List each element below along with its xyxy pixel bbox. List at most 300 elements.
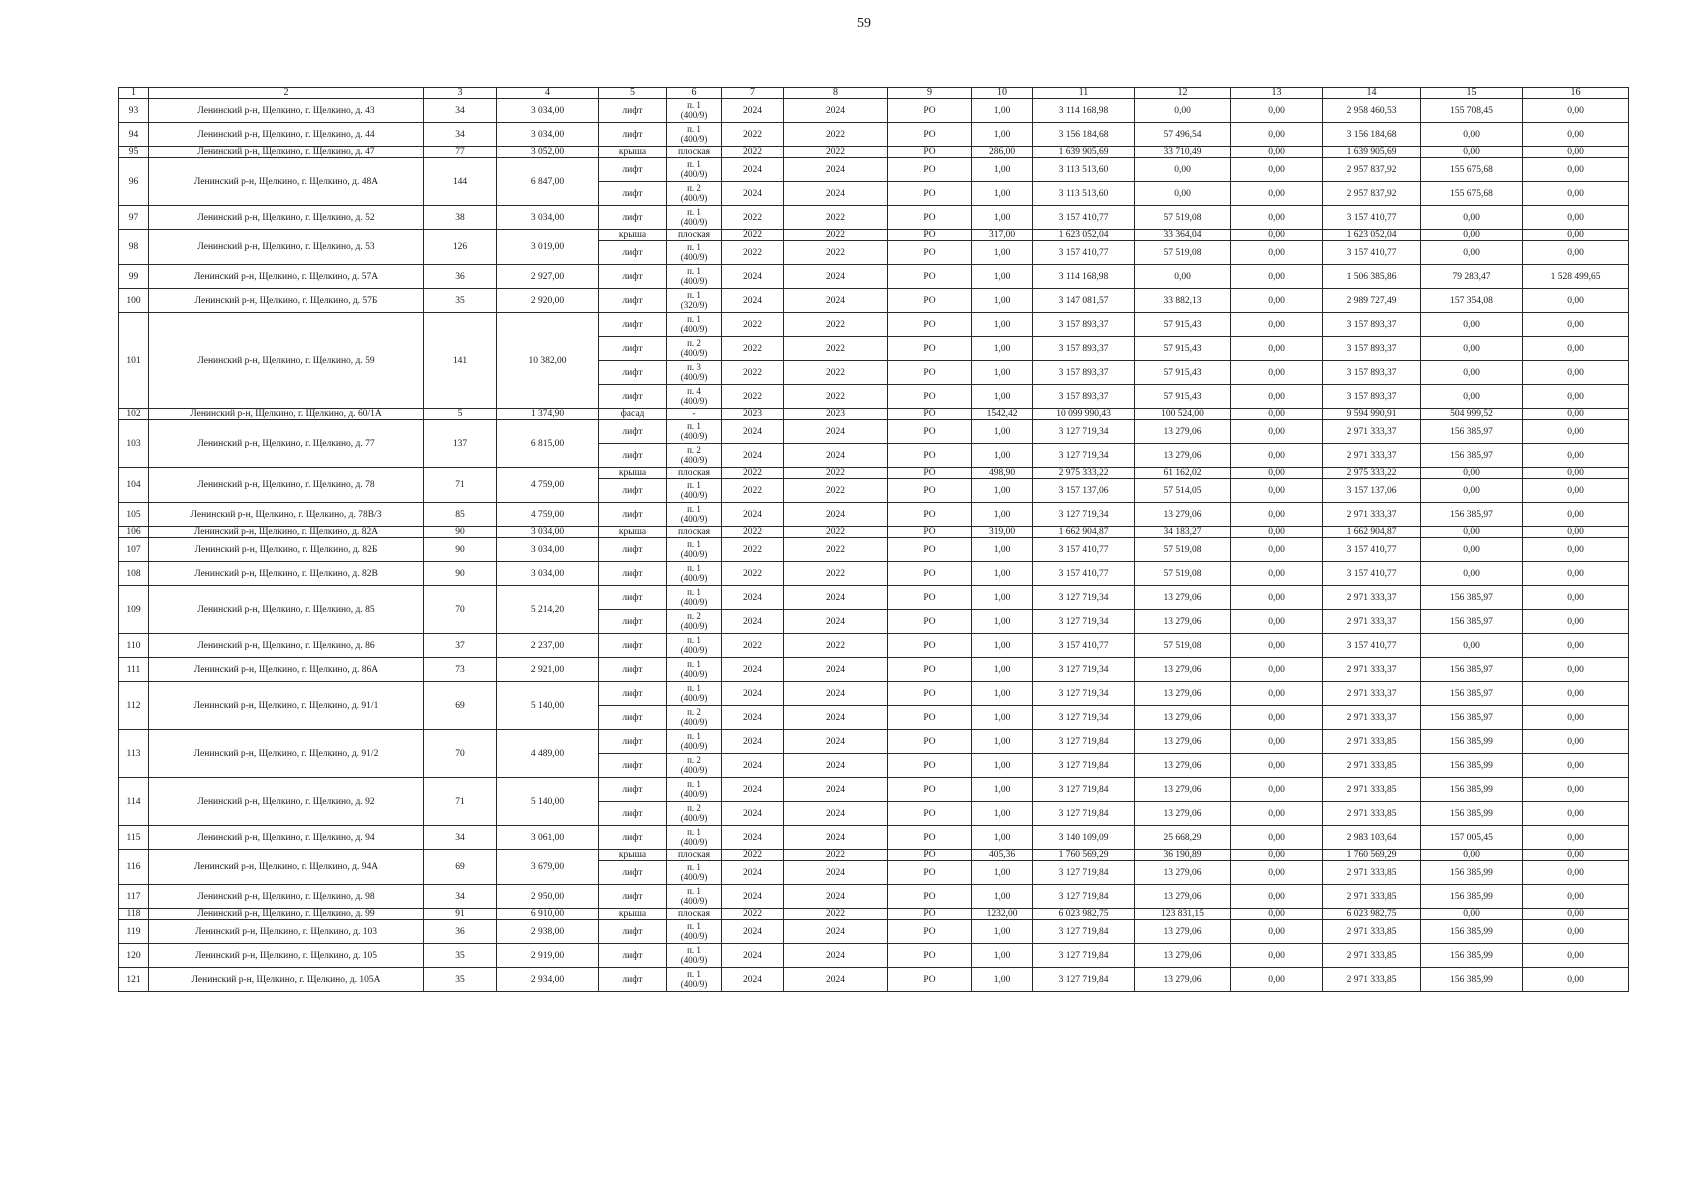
- work-spec: плоская: [677, 468, 711, 478]
- column-number: 2: [149, 88, 424, 99]
- amount-cell-12: 13 279,06: [1135, 706, 1231, 730]
- amount-cell-14: 1 506 385,86: [1323, 265, 1421, 289]
- work-type-cell: лифт: [599, 586, 667, 610]
- amount-cell-16: 0,00: [1523, 289, 1629, 313]
- amount-cell-14: 1 639 905,69: [1323, 147, 1421, 158]
- table-row: [119, 289, 1629, 313]
- work-type-cell: лифт: [599, 778, 667, 802]
- amount-cell-15: 156 385,99: [1421, 968, 1523, 992]
- work-entrance: п. 1: [687, 921, 701, 931]
- work-type-cell: лифт: [599, 337, 667, 361]
- amount-cell-14: 2 971 333,37: [1323, 610, 1421, 634]
- apartments-cell: 36: [424, 920, 497, 944]
- amount-cell-16: 0,00: [1523, 538, 1629, 562]
- row-number: 115: [119, 826, 149, 850]
- work-spec: (400/9): [680, 133, 708, 144]
- amount-cell-15: 156 385,97: [1421, 503, 1523, 527]
- amount-cell-14: 2 989 727,49: [1323, 289, 1421, 313]
- work-type-cell: лифт: [599, 885, 667, 909]
- amount-cell-15: 156 385,97: [1421, 444, 1523, 468]
- amount-cell-15: 0,00: [1421, 230, 1523, 241]
- source-cell: РО: [888, 968, 972, 992]
- quantity-cell: 1,00: [972, 265, 1033, 289]
- amount-cell-13: 0,00: [1231, 610, 1323, 634]
- amount-cell-15: 0,00: [1421, 313, 1523, 337]
- amount-cell-13: 0,00: [1231, 361, 1323, 385]
- work-entrance: п. 1: [687, 480, 701, 490]
- apartments-cell: 137: [424, 420, 497, 468]
- amount-cell-12: 13 279,06: [1135, 586, 1231, 610]
- amount-cell-11: 2 975 333,22: [1033, 468, 1135, 479]
- work-type-cell: лифт: [599, 682, 667, 706]
- address-cell: Ленинский р-н, Щелкино, г. Щелкино, д. 82Б: [149, 538, 424, 562]
- address-cell: Ленинский р-н, Щелкино, г. Щелкино, д. 59: [149, 313, 424, 409]
- plan-year-cell: 2024: [722, 444, 784, 468]
- plan-year-cell: 2024: [722, 730, 784, 754]
- amount-cell-11: 1 662 904,87: [1033, 527, 1135, 538]
- work-entrance: п. 1: [687, 539, 701, 549]
- work-spec-cell: [667, 289, 722, 313]
- amount-cell-13: 0,00: [1231, 527, 1323, 538]
- amount-cell-16: 0,00: [1523, 385, 1629, 409]
- amount-cell-11: 3 127 719,84: [1033, 754, 1135, 778]
- area-cell: 4 759,00: [497, 468, 599, 503]
- row-number: 103: [119, 420, 149, 468]
- work-type-cell: лифт: [599, 826, 667, 850]
- quantity-cell: 1,00: [972, 99, 1033, 123]
- amount-cell-13: 0,00: [1231, 313, 1323, 337]
- work-spec: (400/9): [680, 430, 708, 441]
- amount-cell-15: 156 385,99: [1421, 944, 1523, 968]
- work-spec-cell: [667, 885, 722, 909]
- amount-cell-15: 156 385,97: [1421, 706, 1523, 730]
- area-cell: 6 910,00: [497, 909, 599, 920]
- amount-cell-12: 34 183,27: [1135, 527, 1231, 538]
- work-entrance: п. 1: [687, 587, 701, 597]
- apartments-cell: 38: [424, 206, 497, 230]
- amount-cell-14: 2 983 103,64: [1323, 826, 1421, 850]
- address-cell: Ленинский р-н, Щелкино, г. Щелкино, д. 105А: [149, 968, 424, 992]
- quantity-cell: 1542,42: [972, 409, 1033, 420]
- work-type-cell: лифт: [599, 503, 667, 527]
- work-type-cell: фасад: [599, 409, 667, 420]
- amount-cell-12: 57 519,08: [1135, 538, 1231, 562]
- plan-year-cell: 2022: [722, 230, 784, 241]
- completion-year-cell: 2024: [784, 182, 888, 206]
- source-cell: РО: [888, 182, 972, 206]
- amount-cell-13: 0,00: [1231, 444, 1323, 468]
- source-cell: РО: [888, 850, 972, 861]
- completion-year-cell: 2022: [784, 909, 888, 920]
- quantity-cell: 1,00: [972, 586, 1033, 610]
- completion-year-cell: 2022: [784, 313, 888, 337]
- quantity-cell: 1,00: [972, 920, 1033, 944]
- amount-cell-11: 1 639 905,69: [1033, 147, 1135, 158]
- quantity-cell: 1,00: [972, 289, 1033, 313]
- amount-cell-12: 57 519,08: [1135, 206, 1231, 230]
- work-spec: (400/9): [680, 954, 708, 965]
- amount-cell-12: 13 279,06: [1135, 658, 1231, 682]
- work-type-cell: лифт: [599, 634, 667, 658]
- address-cell: Ленинский р-н, Щелкино, г. Щелкино, д. 94: [149, 826, 424, 850]
- source-cell: РО: [888, 265, 972, 289]
- work-type-cell: лифт: [599, 289, 667, 313]
- table-row: [119, 634, 1629, 658]
- amount-cell-13: 0,00: [1231, 289, 1323, 313]
- amount-cell-11: 3 127 719,84: [1033, 802, 1135, 826]
- plan-year-cell: 2024: [722, 610, 784, 634]
- amount-cell-12: 57 514,05: [1135, 479, 1231, 503]
- work-spec: (400/9): [680, 812, 708, 823]
- work-entrance: п. 1: [687, 683, 701, 693]
- completion-year-cell: 2024: [784, 826, 888, 850]
- work-spec: (400/9): [680, 978, 708, 989]
- amount-cell-13: 0,00: [1231, 682, 1323, 706]
- amount-cell-15: 0,00: [1421, 562, 1523, 586]
- work-entrance: п. 2: [687, 611, 701, 621]
- work-type-cell: лифт: [599, 420, 667, 444]
- capital-repair-table: [118, 87, 1629, 992]
- work-spec: (400/9): [680, 572, 708, 583]
- plan-year-cell: 2024: [722, 682, 784, 706]
- amount-cell-13: 0,00: [1231, 826, 1323, 850]
- apartments-cell: 70: [424, 730, 497, 778]
- source-cell: РО: [888, 920, 972, 944]
- amount-cell-16: 0,00: [1523, 861, 1629, 885]
- amount-cell-15: 155 675,68: [1421, 158, 1523, 182]
- amount-cell-14: 2 957 837,92: [1323, 158, 1421, 182]
- work-spec-cell: [667, 409, 722, 420]
- amount-cell-11: 3 127 719,34: [1033, 706, 1135, 730]
- amount-cell-13: 0,00: [1231, 706, 1323, 730]
- source-cell: РО: [888, 885, 972, 909]
- amount-cell-13: 0,00: [1231, 861, 1323, 885]
- work-spec-cell: [667, 503, 722, 527]
- work-entrance: п. 1: [687, 504, 701, 514]
- completion-year-cell: 2022: [784, 850, 888, 861]
- amount-cell-12: 57 915,43: [1135, 361, 1231, 385]
- quantity-cell: 1,00: [972, 802, 1033, 826]
- completion-year-cell: 2022: [784, 337, 888, 361]
- amount-cell-11: 3 157 410,77: [1033, 241, 1135, 265]
- apartments-cell: 35: [424, 968, 497, 992]
- amount-cell-16: 0,00: [1523, 468, 1629, 479]
- quantity-cell: 286,00: [972, 147, 1033, 158]
- work-spec: (400/9): [680, 454, 708, 465]
- amount-cell-12: 100 524,00: [1135, 409, 1231, 420]
- work-spec-cell: [667, 730, 722, 754]
- address-cell: Ленинский р-н, Щелкино, г. Щелкино, д. 105: [149, 944, 424, 968]
- quantity-cell: 1,00: [972, 420, 1033, 444]
- apartments-cell: 141: [424, 313, 497, 409]
- amount-cell-16: 0,00: [1523, 503, 1629, 527]
- amount-cell-15: 157 005,45: [1421, 826, 1523, 850]
- work-spec: (400/9): [680, 489, 708, 500]
- amount-cell-11: 3 113 513,60: [1033, 158, 1135, 182]
- amount-cell-12: 57 915,43: [1135, 313, 1231, 337]
- source-cell: РО: [888, 802, 972, 826]
- amount-cell-14: 2 971 333,85: [1323, 885, 1421, 909]
- completion-year-cell: 2024: [784, 610, 888, 634]
- area-cell: 3 052,00: [497, 147, 599, 158]
- amount-cell-16: 0,00: [1523, 802, 1629, 826]
- quantity-cell: 1,00: [972, 944, 1033, 968]
- completion-year-cell: 2024: [784, 586, 888, 610]
- area-cell: 1 374,90: [497, 409, 599, 420]
- work-spec: (400/9): [680, 620, 708, 631]
- address-cell: Ленинский р-н, Щелкино, г. Щелкино, д. 91/1: [149, 682, 424, 730]
- completion-year-cell: 2022: [784, 123, 888, 147]
- column-number: 12: [1135, 88, 1231, 99]
- plan-year-cell: 2024: [722, 289, 784, 313]
- work-spec: (400/9): [680, 347, 708, 358]
- work-spec-cell: [667, 241, 722, 265]
- amount-cell-16: 1 528 499,65: [1523, 265, 1629, 289]
- amount-cell-12: 0,00: [1135, 158, 1231, 182]
- completion-year-cell: 2022: [784, 527, 888, 538]
- work-type-cell: лифт: [599, 123, 667, 147]
- work-spec: (400/9): [680, 930, 708, 941]
- area-cell: 3 679,00: [497, 850, 599, 885]
- amount-cell-12: 57 519,08: [1135, 562, 1231, 586]
- quantity-cell: 1,00: [972, 968, 1033, 992]
- work-entrance: п. 1: [687, 969, 701, 979]
- amount-cell-15: 0,00: [1421, 468, 1523, 479]
- amount-cell-12: 33 364,04: [1135, 230, 1231, 241]
- plan-year-cell: 2022: [722, 385, 784, 409]
- quantity-cell: 1,00: [972, 444, 1033, 468]
- quantity-cell: 1,00: [972, 361, 1033, 385]
- amount-cell-12: 57 915,43: [1135, 385, 1231, 409]
- amount-cell-15: 155 675,68: [1421, 182, 1523, 206]
- table-row: [119, 826, 1629, 850]
- work-spec: (400/9): [680, 836, 708, 847]
- apartments-cell: 34: [424, 99, 497, 123]
- work-spec-cell: [667, 182, 722, 206]
- source-cell: РО: [888, 479, 972, 503]
- amount-cell-11: 3 157 410,77: [1033, 538, 1135, 562]
- completion-year-cell: 2022: [784, 385, 888, 409]
- row-number: 117: [119, 885, 149, 909]
- column-number: 4: [497, 88, 599, 99]
- work-spec: (320/9): [680, 299, 708, 310]
- table-row: [119, 538, 1629, 562]
- address-cell: Ленинский р-н, Щелкино, г. Щелкино, д. 78В/3: [149, 503, 424, 527]
- amount-cell-11: 6 023 982,75: [1033, 909, 1135, 920]
- column-number-row: [119, 88, 1629, 99]
- work-type-cell: крыша: [599, 909, 667, 920]
- apartments-cell: 126: [424, 230, 497, 265]
- source-cell: РО: [888, 861, 972, 885]
- amount-cell-15: 0,00: [1421, 337, 1523, 361]
- amount-cell-14: 2 971 333,85: [1323, 730, 1421, 754]
- amount-cell-12: 33 882,13: [1135, 289, 1231, 313]
- row-number: 110: [119, 634, 149, 658]
- work-spec-cell: [667, 850, 722, 861]
- amount-cell-16: 0,00: [1523, 420, 1629, 444]
- completion-year-cell: 2022: [784, 241, 888, 265]
- amount-cell-13: 0,00: [1231, 778, 1323, 802]
- amount-cell-13: 0,00: [1231, 241, 1323, 265]
- amount-cell-14: 3 157 410,77: [1323, 206, 1421, 230]
- work-spec: (400/9): [680, 395, 708, 406]
- area-cell: 6 815,00: [497, 420, 599, 468]
- amount-cell-15: 0,00: [1421, 909, 1523, 920]
- completion-year-cell: 2022: [784, 479, 888, 503]
- quantity-cell: 498,90: [972, 468, 1033, 479]
- amount-cell-14: 3 157 893,37: [1323, 385, 1421, 409]
- area-cell: 3 034,00: [497, 206, 599, 230]
- work-type-cell: лифт: [599, 182, 667, 206]
- quantity-cell: 1,00: [972, 313, 1033, 337]
- work-entrance: п. 1: [687, 421, 701, 431]
- amount-cell-12: 57 519,08: [1135, 241, 1231, 265]
- work-spec: плоская: [677, 850, 711, 860]
- amount-cell-14: 2 971 333,37: [1323, 682, 1421, 706]
- quantity-cell: 1,00: [972, 337, 1033, 361]
- amount-cell-16: 0,00: [1523, 634, 1629, 658]
- amount-cell-11: 3 114 168,98: [1033, 99, 1135, 123]
- amount-cell-12: 13 279,06: [1135, 682, 1231, 706]
- apartments-cell: 70: [424, 586, 497, 634]
- plan-year-cell: 2022: [722, 206, 784, 230]
- row-number: 109: [119, 586, 149, 634]
- amount-cell-14: 3 157 410,77: [1323, 538, 1421, 562]
- work-entrance: п. 1: [687, 731, 701, 741]
- work-spec-cell: [667, 586, 722, 610]
- amount-cell-11: 3 127 719,84: [1033, 885, 1135, 909]
- table-row: [119, 586, 1629, 610]
- work-entrance: п. 1: [687, 100, 701, 110]
- table-body: [119, 99, 1629, 992]
- plan-year-cell: 2022: [722, 313, 784, 337]
- amount-cell-11: 3 127 719,84: [1033, 968, 1135, 992]
- plan-year-cell: 2024: [722, 754, 784, 778]
- row-number: 108: [119, 562, 149, 586]
- row-number: 113: [119, 730, 149, 778]
- apartments-cell: 35: [424, 289, 497, 313]
- table-row: [119, 920, 1629, 944]
- row-number: 105: [119, 503, 149, 527]
- table-row: [119, 968, 1629, 992]
- amount-cell-16: 0,00: [1523, 850, 1629, 861]
- work-spec: (400/9): [680, 548, 708, 559]
- amount-cell-11: 1 760 569,29: [1033, 850, 1135, 861]
- amount-cell-11: 3 127 719,34: [1033, 610, 1135, 634]
- work-type-cell: лифт: [599, 206, 667, 230]
- work-entrance: п. 3: [687, 362, 701, 372]
- completion-year-cell: 2024: [784, 420, 888, 444]
- amount-cell-13: 0,00: [1231, 479, 1323, 503]
- amount-cell-14: 2 971 333,85: [1323, 968, 1421, 992]
- work-entrance: п. 1: [687, 314, 701, 324]
- apartments-cell: 85: [424, 503, 497, 527]
- work-entrance: п. 2: [687, 445, 701, 455]
- work-spec: (400/9): [680, 644, 708, 655]
- amount-cell-11: 3 127 719,34: [1033, 420, 1135, 444]
- work-spec-cell: [667, 265, 722, 289]
- row-number: 93: [119, 99, 149, 123]
- page-number: 59: [857, 16, 871, 31]
- work-spec-cell: [667, 420, 722, 444]
- amount-cell-14: 1 662 904,87: [1323, 527, 1421, 538]
- row-number: 116: [119, 850, 149, 885]
- address-cell: Ленинский р-н, Щелкино, г. Щелкино, д. 77: [149, 420, 424, 468]
- amount-cell-11: 3 113 513,60: [1033, 182, 1135, 206]
- source-cell: РО: [888, 420, 972, 444]
- amount-cell-16: 0,00: [1523, 885, 1629, 909]
- apartments-cell: 36: [424, 265, 497, 289]
- amount-cell-12: 13 279,06: [1135, 444, 1231, 468]
- row-number: 94: [119, 123, 149, 147]
- work-spec-cell: [667, 968, 722, 992]
- source-cell: РО: [888, 444, 972, 468]
- amount-cell-16: 0,00: [1523, 206, 1629, 230]
- completion-year-cell: 2024: [784, 682, 888, 706]
- amount-cell-13: 0,00: [1231, 147, 1323, 158]
- amount-cell-15: 0,00: [1421, 241, 1523, 265]
- source-cell: РО: [888, 754, 972, 778]
- work-type-cell: лифт: [599, 754, 667, 778]
- amount-cell-11: 3 127 719,34: [1033, 682, 1135, 706]
- source-cell: РО: [888, 409, 972, 420]
- work-spec-cell: [667, 634, 722, 658]
- work-spec: -: [692, 409, 696, 419]
- plan-year-cell: 2022: [722, 527, 784, 538]
- source-cell: РО: [888, 909, 972, 920]
- plan-year-cell: 2022: [722, 634, 784, 658]
- quantity-cell: 1,00: [972, 730, 1033, 754]
- row-number: 120: [119, 944, 149, 968]
- work-type-cell: лифт: [599, 99, 667, 123]
- table-row: [119, 562, 1629, 586]
- source-cell: РО: [888, 289, 972, 313]
- address-cell: Ленинский р-н, Щелкино, г. Щелкино, д. 92: [149, 778, 424, 826]
- work-type-cell: лифт: [599, 361, 667, 385]
- amount-cell-16: 0,00: [1523, 682, 1629, 706]
- source-cell: РО: [888, 730, 972, 754]
- amount-cell-16: 0,00: [1523, 706, 1629, 730]
- area-cell: 2 921,00: [497, 658, 599, 682]
- apartments-cell: 69: [424, 682, 497, 730]
- amount-cell-16: 0,00: [1523, 313, 1629, 337]
- completion-year-cell: 2023: [784, 409, 888, 420]
- area-cell: 4 759,00: [497, 503, 599, 527]
- amount-cell-16: 0,00: [1523, 826, 1629, 850]
- area-cell: 10 382,00: [497, 313, 599, 409]
- work-type-cell: лифт: [599, 861, 667, 885]
- completion-year-cell: 2022: [784, 361, 888, 385]
- amount-cell-11: 3 127 719,84: [1033, 861, 1135, 885]
- apartments-cell: 37: [424, 634, 497, 658]
- plan-year-cell: 2023: [722, 409, 784, 420]
- work-spec-cell: [667, 468, 722, 479]
- area-cell: 3 019,00: [497, 230, 599, 265]
- amount-cell-14: 2 975 333,22: [1323, 468, 1421, 479]
- amount-cell-12: 61 162,02: [1135, 468, 1231, 479]
- apartments-cell: 91: [424, 909, 497, 920]
- amount-cell-12: 0,00: [1135, 182, 1231, 206]
- amount-cell-11: 3 127 719,34: [1033, 586, 1135, 610]
- amount-cell-14: 2 958 460,53: [1323, 99, 1421, 123]
- apartments-cell: 69: [424, 850, 497, 885]
- row-number: 118: [119, 909, 149, 920]
- amount-cell-14: 2 971 333,85: [1323, 754, 1421, 778]
- work-type-cell: лифт: [599, 944, 667, 968]
- amount-cell-11: 1 623 052,04: [1033, 230, 1135, 241]
- amount-cell-16: 0,00: [1523, 968, 1629, 992]
- apartments-cell: 90: [424, 527, 497, 538]
